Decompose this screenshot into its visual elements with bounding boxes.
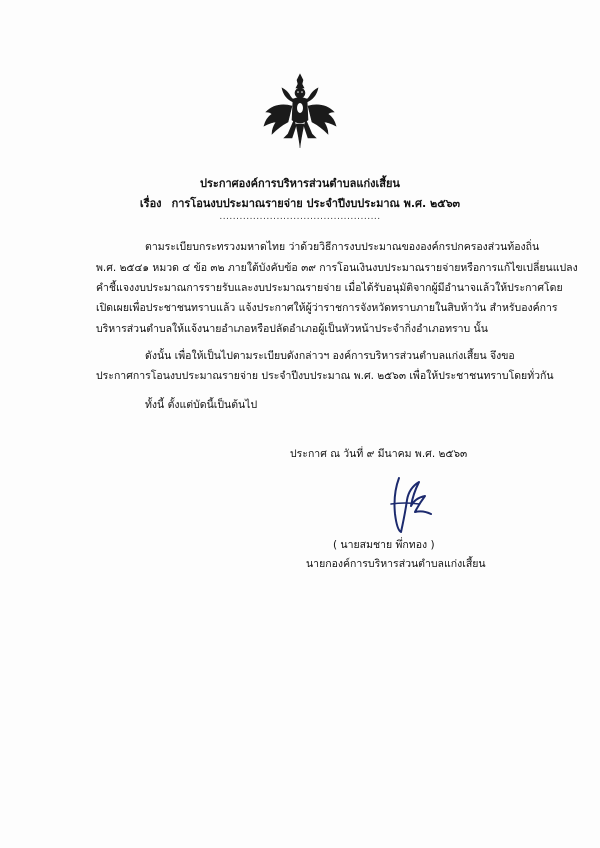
- subject-text: การโอนงบประมาณรายจ่าย ประจำปีงบประมาณ พ.ศ. ๒๕๖๓: [171, 197, 461, 210]
- para1-line-4: เปิดเผยเพื่อประชาชนทราบแล้ว แจ้งประกาศให้ผู้ว่าราชการจังหวัดทราบภายในสิบห้าวัน สำหรับองค์การ: [96, 302, 558, 314]
- para1-line-5: บริหารส่วนตำบลให้แจ้งนายอำเภอหรือปลัดอำเภอผู้เป็นหัวหน้าประจำกิ่งอำเภอทราบ นั้น: [96, 323, 488, 335]
- para1-line-2: พ.ศ. ๒๕๔๑ หมวด ๔ ข้อ ๓๒ ภายใต้บังคับข้อ ๓๙ การโอนเงินงบประมาณรายจ่ายหรือการแก้ไขเปลี่ยนแปลง: [96, 262, 578, 274]
- title-divider: ................................................: [219, 212, 381, 222]
- para3-line: ทั้งนี้ ตั้งแต่บัดนี้เป็นต้นไป: [145, 399, 258, 411]
- para1-line-3: คำชี้แจงงบประมาณการรายรับและงบประมาณรายจ่าย เมื่อได้รับอนุมัติจากผู้มีอำนาจแล้วให้ประกาศโดย: [96, 282, 563, 294]
- para1-line-1: ตามระเบียบกระทรวงมหาดไทย ว่าด้วยวิธีการงบประมาณขององค์กรปกครองส่วนท้องถิ่น: [145, 241, 540, 253]
- subject-label: เรื่อง: [139, 197, 162, 210]
- handwritten-signature: [385, 474, 435, 536]
- para2-line-1: ดังนั้น เพื่อให้เป็นไปตามระเบียบดังกล่าวฯ องค์การบริหารส่วนตำบลแก่งเสี้ยน จึงขอ: [145, 350, 515, 362]
- announcement-title: ประกาศองค์การบริหารส่วนตำบลแก่งเสี้ยน: [200, 177, 400, 190]
- garuda-emblem-icon: [262, 72, 338, 150]
- date-line: ประกาศ ณ วันที่ ๙ มีนาคม พ.ศ. ๒๕๖๓: [290, 448, 468, 460]
- signer-name: ( นายสมชาย พึ่กทอง ): [333, 539, 435, 551]
- announcement-subject: [0, 194, 600, 212]
- para2-line-2: ประกาศการโอนงบประมาณรายจ่าย ประจำปีงบประมาณ พ.ศ. ๒๕๖๓ เพื่อให้ประชาชนทราบโดยทั่วกัน: [96, 370, 554, 382]
- signer-position: นายกองค์การบริหารส่วนตำบลแก่งเสี้ยน: [306, 558, 486, 570]
